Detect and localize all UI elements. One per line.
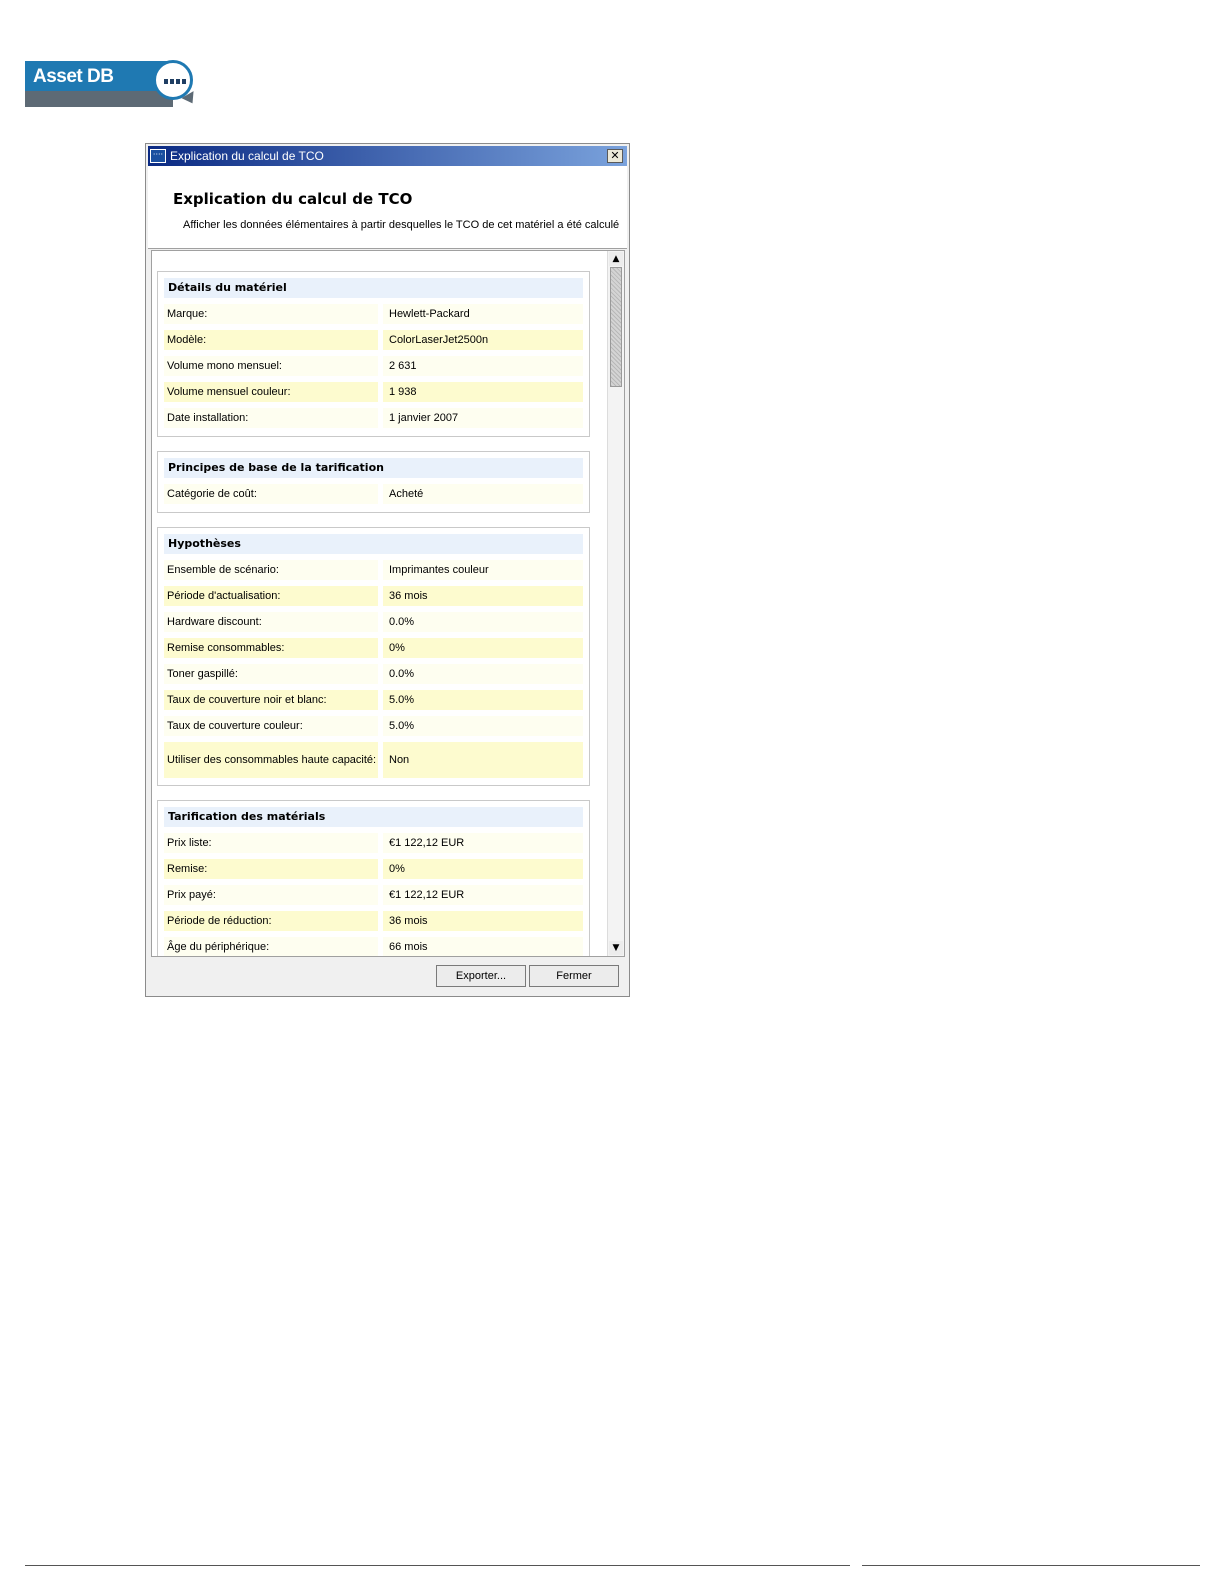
row-value: 1 janvier 2007 [383, 408, 583, 428]
section-title: Détails du matériel [164, 278, 583, 298]
table-row [164, 716, 583, 736]
logo-band [25, 91, 173, 107]
scroll-down-icon[interactable]: ▼ [609, 941, 623, 955]
row-value: ColorLaserJet2500n [383, 330, 583, 350]
table-row [164, 560, 583, 580]
close-button[interactable]: Fermer [529, 965, 619, 987]
row-label: Remise consommables: [164, 638, 378, 658]
row-value: 66 mois [383, 937, 583, 956]
row-value: Hewlett-Packard [383, 304, 583, 324]
section-tarification-base [157, 451, 590, 513]
row-label: Volume mensuel couleur: [164, 382, 378, 402]
row-value: 0.0% [383, 612, 583, 632]
row-label: Prix payé: [164, 885, 378, 905]
row-value: 1 938 [383, 382, 583, 402]
page-divider [25, 1565, 850, 1566]
table-row [164, 304, 583, 324]
dialog-header [148, 166, 627, 249]
table-row [164, 356, 583, 376]
page-title: Explication du calcul de TCO [173, 190, 413, 208]
section-materiel [157, 271, 590, 437]
row-value: 5.0% [383, 690, 583, 710]
row-label: Hardware discount: [164, 612, 378, 632]
row-value: 36 mois [383, 911, 583, 931]
row-value: 0.0% [383, 664, 583, 684]
section-tarification-materiels [157, 800, 590, 956]
close-icon[interactable]: ✕ [607, 149, 623, 163]
table-row [164, 937, 583, 956]
table-row [164, 586, 583, 606]
table-row [164, 911, 583, 931]
row-label: Ensemble de scénario: [164, 560, 378, 580]
scroll-area[interactable] [152, 251, 609, 956]
table-row [164, 885, 583, 905]
row-value: 0% [383, 638, 583, 658]
section-title: Principes de base de la tarification [164, 458, 583, 478]
tco-dialog [145, 143, 630, 997]
row-label: Date installation: [164, 408, 378, 428]
table-row [164, 408, 583, 428]
section-title: Hypothèses [164, 534, 583, 554]
row-value: Imprimantes couleur [383, 560, 583, 580]
vertical-scrollbar[interactable] [607, 251, 624, 956]
table-row [164, 382, 583, 402]
details-panel[interactable] [151, 250, 625, 957]
row-value: 36 mois [383, 586, 583, 606]
row-label: Toner gaspillé: [164, 664, 378, 684]
export-button[interactable]: Exporter... [436, 965, 526, 987]
row-value: Acheté [383, 484, 583, 504]
row-label: Période de réduction: [164, 911, 378, 931]
row-label: Catégorie de coût: [164, 484, 378, 504]
table-row [164, 612, 583, 632]
row-value: Non [383, 742, 583, 778]
app-icon: ···· [150, 149, 166, 163]
table-row [164, 664, 583, 684]
row-label: Âge du périphérique: [164, 937, 378, 956]
row-value: 2 631 [383, 356, 583, 376]
table-row [164, 833, 583, 853]
row-value: 0% [383, 859, 583, 879]
section-hypotheses [157, 527, 590, 786]
logo-banner [25, 61, 173, 91]
table-row [164, 638, 583, 658]
scroll-up-icon[interactable]: ▲ [609, 252, 623, 266]
table-row [164, 859, 583, 879]
row-value: €1 122,12 EUR [383, 833, 583, 853]
table-row [164, 330, 583, 350]
asset-db-logo [25, 58, 201, 110]
page-subtitle: Afficher les données élémentaires à partir desquelles le TCO de cet matériel a été calculé [183, 219, 620, 231]
row-label: Modèle: [164, 330, 378, 350]
row-label: Taux de couverture noir et blanc: [164, 690, 378, 710]
title-bar[interactable] [148, 146, 627, 166]
row-label: Taux de couverture couleur: [164, 716, 378, 736]
row-value: 5.0% [383, 716, 583, 736]
section-title: Tarification des matérials [164, 807, 583, 827]
table-row [164, 742, 583, 778]
page-divider [862, 1565, 1200, 1566]
row-label: Prix liste: [164, 833, 378, 853]
window-title: Explication du calcul de TCO [170, 149, 324, 163]
scroll-thumb[interactable] [610, 267, 622, 387]
row-value: €1 122,12 EUR [383, 885, 583, 905]
row-label: Volume mono mensuel: [164, 356, 378, 376]
row-label: Utiliser des consommables haute capacité: [164, 742, 378, 778]
row-label: Remise: [164, 859, 378, 879]
table-row [164, 484, 583, 504]
table-row [164, 690, 583, 710]
logo-text: Asset DB [33, 66, 114, 87]
row-label: Marque: [164, 304, 378, 324]
row-label: Période d'actualisation: [164, 586, 378, 606]
